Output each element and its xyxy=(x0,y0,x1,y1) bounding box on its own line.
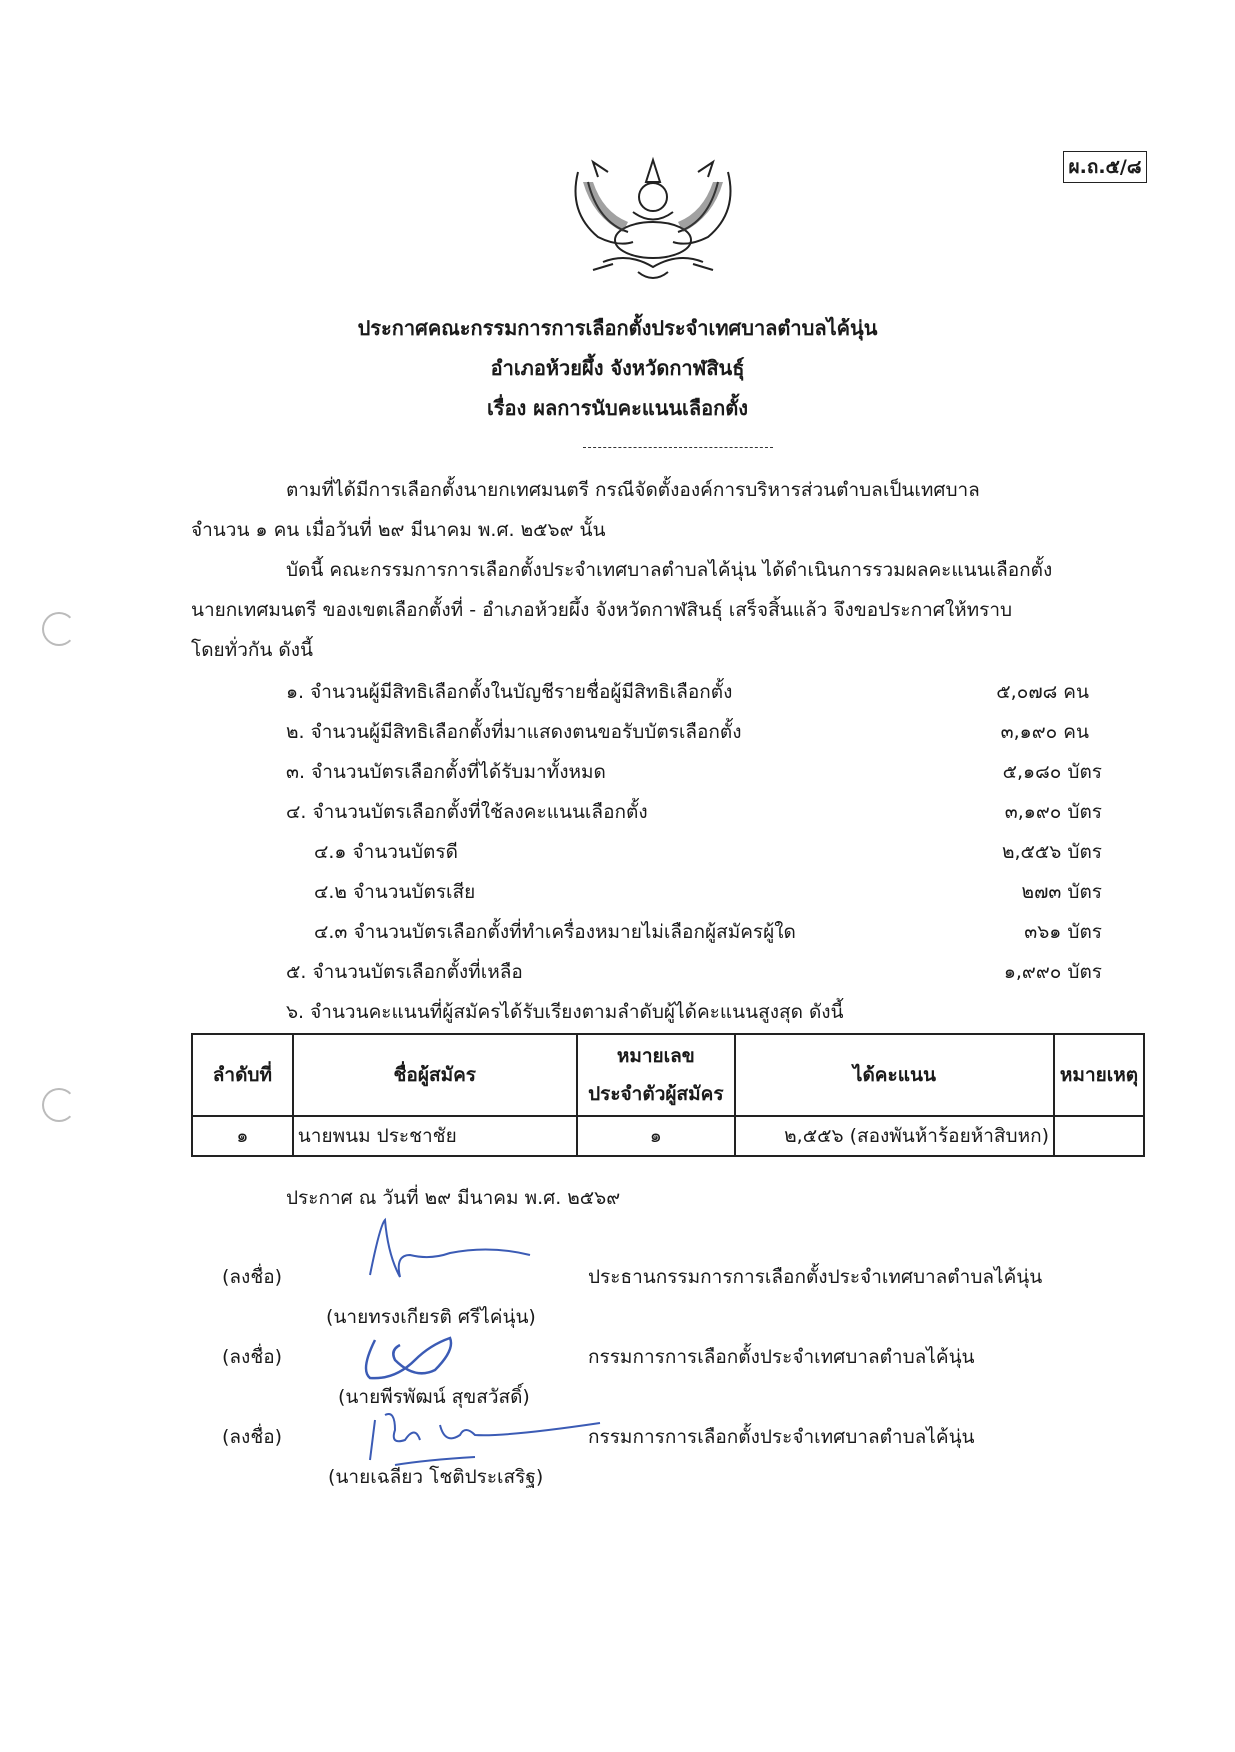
item-4-3-value: ๓๖๑ บัตร xyxy=(1024,921,1102,943)
punch-hole-bottom xyxy=(42,1088,76,1122)
signature-2-label: (ลงชื่อ) xyxy=(222,1346,283,1368)
paragraph-1-line-2: จำนวน ๑ คน เมื่อวันที่ ๒๙ มีนาคม พ.ศ. ๒๕๖๙ นั้น xyxy=(191,519,606,541)
item-5-label: ๕. จำนวนบัตรเลือกตั้งที่เหลือ xyxy=(286,961,523,983)
signature-1-label: (ลงชื่อ) xyxy=(222,1266,283,1288)
item-3-value: ๕,๑๘๐ บัตร xyxy=(1002,761,1102,783)
title-line-3: เรื่อง ผลการนับคะแนนเลือกตั้ง xyxy=(486,396,749,420)
table-row xyxy=(192,1116,1144,1156)
item-1-value: ๕,๐๗๘ คน xyxy=(996,681,1089,703)
signature-2-handwriting-icon xyxy=(355,1330,465,1385)
item-2-value: ๓,๑๙๐ คน xyxy=(1000,721,1089,743)
signature-2-position: กรรมการการเลือกตั้งประจำเทศบาลตำบลไค้นุ่น xyxy=(588,1346,975,1368)
results-table xyxy=(191,1033,1145,1157)
garuda-emblem-icon xyxy=(558,152,748,290)
cell-note xyxy=(1054,1116,1144,1156)
table-header-row xyxy=(192,1034,1144,1116)
cell-number: ๑ xyxy=(577,1116,735,1156)
item-4-label: ๔. จำนวนบัตรเลือกตั้งที่ใช้ลงคะแนนเลือกตั้ง xyxy=(286,801,648,823)
item-4-1-label: ๔.๑ จำนวนบัตรดี xyxy=(314,841,458,863)
header-number-line-2: ประจำตัวผู้สมัคร xyxy=(588,1083,724,1105)
header-note: หมายเหตุ xyxy=(1054,1034,1144,1116)
announce-date: ประกาศ ณ วันที่ ๒๙ มีนาคม พ.ศ. ๒๕๖๙ xyxy=(286,1187,621,1209)
item-6-label: ๖. จำนวนคะแนนที่ผู้สมัครได้รับเรียงตามลำดับผู้ได้คะแนนสูงสุด ดังนี้ xyxy=(286,1001,844,1023)
form-code-box: ผ.ถ.๕/๘ xyxy=(1063,151,1147,183)
item-3-label: ๓. จำนวนบัตรเลือกตั้งที่ได้รับมาทั้งหมด xyxy=(286,761,606,783)
signature-1-position: ประธานกรรมการการเลือกตั้งประจำเทศบาลตำบลไค้นุ่น xyxy=(588,1266,1043,1288)
signature-1-handwriting-icon xyxy=(360,1215,540,1285)
item-4-value: ๓,๑๙๐ บัตร xyxy=(1004,801,1102,823)
header-score: ได้คะแนน xyxy=(735,1034,1054,1116)
header-number-line-1: หมายเลข xyxy=(616,1045,695,1067)
signature-3-handwriting-icon xyxy=(365,1405,605,1470)
header-name: ชื่อผู้สมัคร xyxy=(293,1034,577,1116)
item-5-value: ๑,๙๙๐ บัตร xyxy=(1003,961,1102,983)
punch-hole-top xyxy=(42,612,76,646)
title-line-2: อำเภอห้วยผึ้ง จังหวัดกาฬสินธุ์ xyxy=(490,356,745,380)
item-4-3-label: ๔.๓ จำนวนบัตรเลือกตั้งที่ทำเครื่องหมายไม่เลือกผู้สมัครผู้ใด xyxy=(314,921,796,943)
signature-3-name: (นายเฉลียว โชติประเสริฐ) xyxy=(328,1466,544,1488)
title-divider xyxy=(583,447,773,448)
item-1-label: ๑. จำนวนผู้มีสิทธิเลือกตั้งในบัญชีรายชื่อผู้มีสิทธิเลือกตั้ง xyxy=(286,681,733,703)
header-number xyxy=(577,1034,735,1116)
cell-name: นายพนม ประชาชัย xyxy=(293,1116,577,1156)
item-2-label: ๒. จำนวนผู้มีสิทธิเลือกตั้งที่มาแสดงตนขอรับบัตรเลือกตั้ง xyxy=(286,721,742,743)
cell-rank: ๑ xyxy=(192,1116,293,1156)
signature-1-name: (นายทรงเกียรติ ศรีไค่นุ่น) xyxy=(326,1306,536,1328)
item-4-2-value: ๒๗๓ บัตร xyxy=(1021,881,1102,903)
signature-3-position: กรรมการการเลือกตั้งประจำเทศบาลตำบลไค้นุ่น xyxy=(588,1426,975,1448)
paragraph-1-line-1: ตามที่ได้มีการเลือกตั้งนายกเทศมนตรี กรณีจัดตั้งองค์การบริหารส่วนตำบลเป็นเทศบาล xyxy=(286,479,980,501)
signature-2-name: (นายพีรพัฒน์ สุขสวัสดิ์) xyxy=(338,1386,530,1408)
paragraph-2-line-3: โดยทั่วกัน ดังนี้ xyxy=(191,639,314,661)
item-4-1-value: ๒,๕๕๖ บัตร xyxy=(1001,841,1102,863)
header-rank: ลำดับที่ xyxy=(192,1034,293,1116)
paragraph-2-line-2: นายกเทศมนตรี ของเขตเลือกตั้งที่ - อำเภอห้วยผึ้ง จังหวัดกาฬสินธุ์ เสร็จสิ้นแล้ว จึงขอประกาศให้ทราบ xyxy=(191,599,1013,621)
signature-3-label: (ลงชื่อ) xyxy=(222,1426,283,1448)
paragraph-2-line-1: บัดนี้ คณะกรรมการการเลือกตั้งประจำเทศบาลตำบลไค้นุ่น ได้ดำเนินการรวมผลคะแนนเลือกตั้ง xyxy=(286,559,1053,581)
title-line-1: ประกาศคณะกรรมการการเลือกตั้งประจำเทศบาลตำบลไค้นุ่น xyxy=(357,316,878,340)
item-4-2-label: ๔.๒ จำนวนบัตรเสีย xyxy=(314,881,476,903)
cell-score: ๒,๕๕๖ (สองพันห้าร้อยห้าสิบหก) xyxy=(735,1116,1054,1156)
